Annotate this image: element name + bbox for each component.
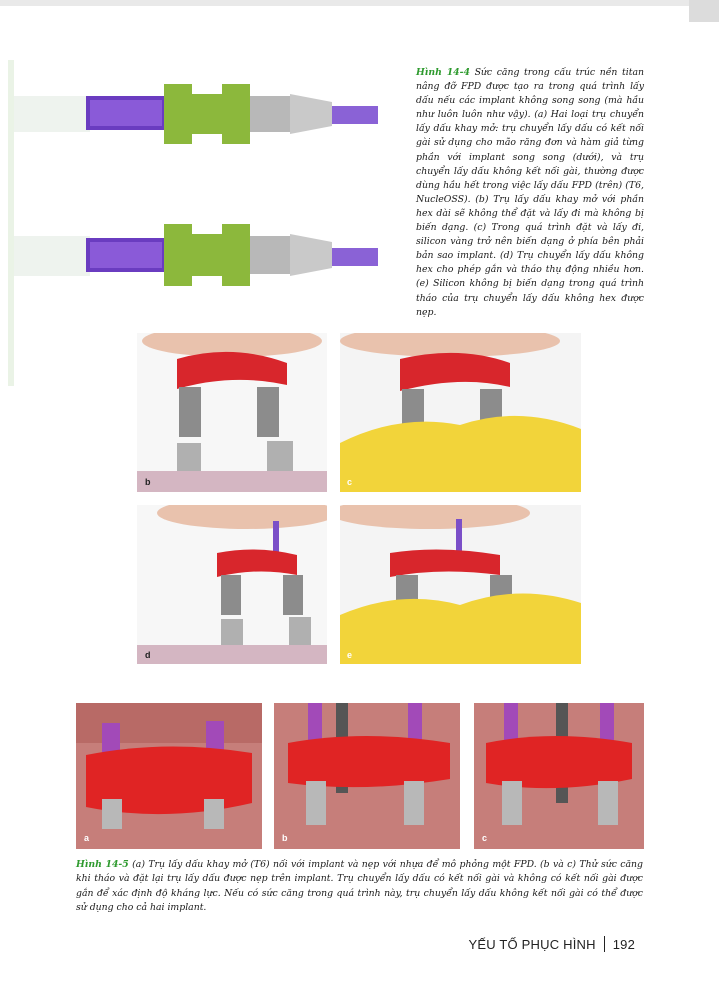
page-corner-edge (689, 0, 719, 22)
page-number: 192 (612, 937, 635, 952)
figure-14-4-text: Sức căng trong cấu trúc nền titan nâng đỡ FPD được tạo ra trong quá trình lấy dấu nếu các implant không song song (mà hầu như luôn luôn như vậy). (a) Hai loại trụ chuyển lấy dấu khay mở: trụ chuyển lấy dấu có kết nối gài sử dụng cho mão răng đơn và hàm giả từng phần với implant song song (dưới), và trụ chuyển lấy dấu không kết nối gài, thường được dùng hầu hết trong việc lấy dấu FPD (trên) (T6, NucleOSS). (b) Trụ lấy dấu khay mở với phần hex dài sẽ không thể đặt và lấy đi mà không bị biến dạng. (c) Trong quá trình đặt và lấy đi, silicon vàng trở nên biến dạng ở phía bên phải bản sao implant. (d) Trụ chuyển lấy dấu không hex cho phép gắn và tháo thụ động nhiều hơn. (e) Silicon không bị biến dạng trong quá trình tháo của trụ chuyển lấy dấu không hex được nẹp. (416, 67, 644, 318)
figure-14-4-panel-d-label: d (145, 650, 151, 660)
figure-14-4-label: Hình 14-4 (416, 67, 470, 78)
footer-section-title: YẾU TỐ PHỤC HÌNH (468, 937, 596, 952)
figure-14-5-panel-b-label: b (282, 833, 288, 843)
figure-14-5-caption (76, 858, 643, 916)
figure-14-4-c-photo (340, 333, 581, 492)
figure-14-5-panel-a-label: a (84, 833, 90, 843)
figure-14-5-panel-c-label: c (482, 833, 488, 843)
page-footer (469, 936, 636, 952)
figure-14-5-b-photo (274, 703, 460, 849)
figure-14-4-panel-e-label: e (347, 650, 353, 660)
figure-14-5-a-photo (76, 703, 262, 849)
figure-14-4-d-photo (137, 505, 327, 664)
figure-14-4-e-photo (340, 505, 581, 664)
page-top-edge (0, 0, 719, 6)
figure-14-4-a-photo (14, 56, 410, 306)
figure-14-4-caption (416, 66, 644, 320)
figure-14-5-text: (a) Trụ lấy dấu khay mở (T6) nối với implant và nẹp với nhựa để mô phỏng một FPD. (b và c) Thử sức căng khi tháo và đặt lại trụ lấy dấu được nẹp trên implant. Trụ chuyển lấy dấu có kết nối gài và không có kết nối gài được gắn để xác định độ kháng lực. Nếu có sức căng trong quá trình này, trụ chuyển lấy dấu không kết nối gài có thể được sử dụng cho cả hai implant. (76, 859, 643, 914)
figure-14-5-label: Hình 14-5 (76, 859, 129, 870)
figure-14-5-c-photo (474, 703, 644, 849)
figure-14-4-panel-c-label: c (347, 477, 353, 487)
figure-14-4-panel-b-label: b (145, 477, 151, 487)
figure-14-4-b-photo (137, 333, 327, 492)
footer-separator (604, 936, 605, 952)
